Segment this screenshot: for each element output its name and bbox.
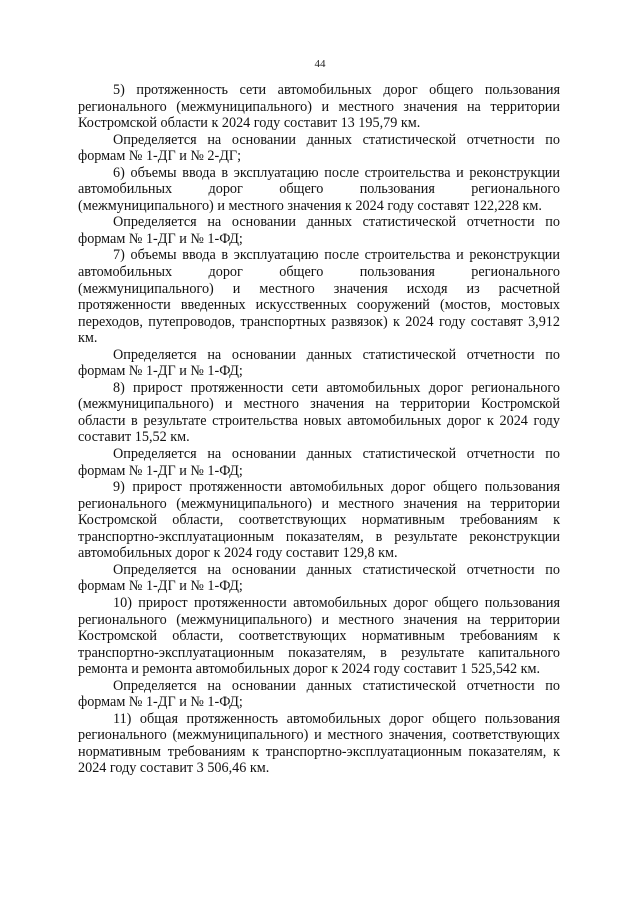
paragraph: 11) общая протяженность автомобильных дорог общего пользования регионального (межмуниципального) и местного значения, соответствующих нормативным требованиям к транспортно-эксплуатационным показателям, к 2024 году составит 3 506,46 км. xyxy=(78,710,560,777)
paragraph: 9) прирост протяженности автомобильных дорог общего пользования регионального (межмуниципального) и местного значения на территории Костромской области, соответствующих нормативным требованиям к транспортно-эксплуатационным показателям, в результате реконструкции автомобильных дорог к 2024 году составит 129,8 км. xyxy=(78,479,560,562)
paragraph: 7) объемы ввода в эксплуатацию после строительства и реконструкции автомобильных дорог общего пользования регионального (межмуниципального) и местного значения исходя из расчетной протяженности введенных искусственных сооружений (мостов, мостовых переходов, путепроводов, транспортных развязок) к 2024 году составят 3,912 км. xyxy=(78,247,560,347)
paragraph: 8) прирост протяженности сети автомобильных дорог регионального (межмуниципального) и местного значения на территории Костромской области в результате строительства новых автомобильных дорог к 2024 году составит 15,52 км. xyxy=(78,379,560,446)
paragraph: Определяется на основании данных статистической отчетности по формам № 1-ДГ и № 2-ДГ; xyxy=(78,131,560,165)
paragraph: Определяется на основании данных статистической отчетности по формам № 1-ДГ и № 1-ФД; xyxy=(78,446,560,479)
paragraph: Определяется на основании данных статистической отчетности по формам № 1-ДГ и № 1-ФД; xyxy=(78,561,560,595)
document-body xyxy=(78,82,560,777)
paragraph: Определяется на основании данных статистической отчетности по формам № 1-ДГ и № 1-ФД; xyxy=(78,214,560,247)
paragraph: 10) прирост протяженности автомобильных дорог общего пользования регионального (межмуниципального) и местного значения на территории Костромской области, соответствующих нормативным требованиям к транспортно-эксплуатационным показателям, в результате капитального ремонта и ремонта автомобильных дорог к 2024 году составит 1 525,542 км. xyxy=(78,594,560,678)
paragraph: Определяется на основании данных статистической отчетности по формам № 1-ДГ и № 1-ФД; xyxy=(78,677,560,711)
paragraph: 5) протяженность сети автомобильных дорог общего пользования регионального (межмуниципального) и местного значения на территории Костромской области к 2024 году составит 13 195,79 км. xyxy=(78,82,560,132)
paragraph: Определяется на основании данных статистической отчетности по формам № 1-ДГ и № 1-ФД; xyxy=(78,346,560,380)
page-number: 44 xyxy=(314,58,326,70)
paragraph: 6) объемы ввода в эксплуатацию после строительства и реконструкции автомобильных дорог общего пользования регионального (межмуниципального) и местного значения к 2024 году составят 122,228 км. xyxy=(78,164,560,214)
